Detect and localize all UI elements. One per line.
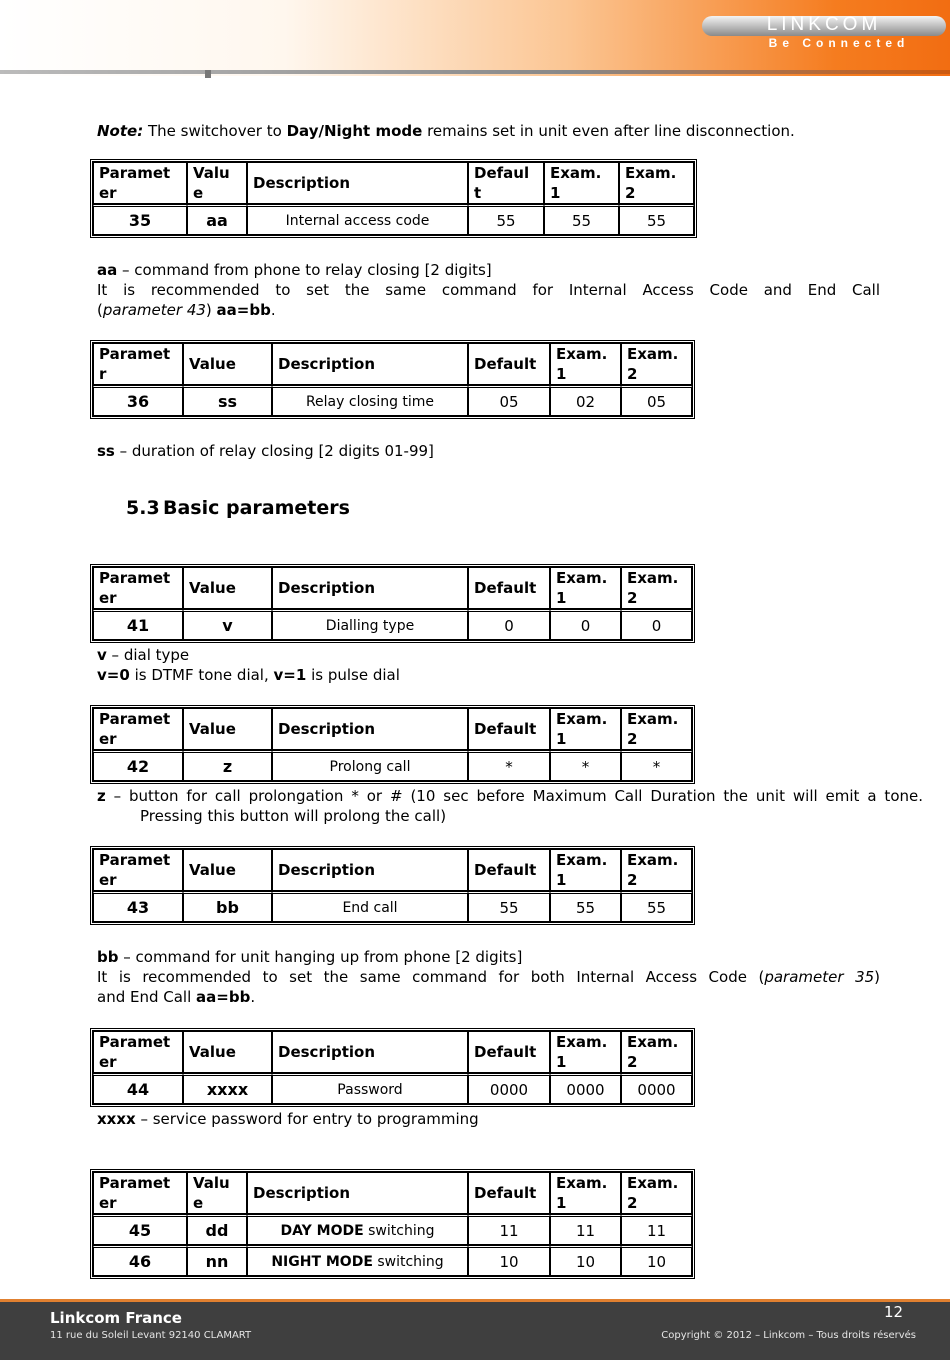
col-header-exam2: Exam. 2 xyxy=(621,849,692,891)
table-row xyxy=(93,1073,692,1104)
cell-value: ss xyxy=(183,385,272,416)
table-row xyxy=(93,204,694,235)
col-header-default: Default xyxy=(468,708,550,750)
section-title: Basic parameters xyxy=(163,497,350,519)
param-table-36 xyxy=(90,340,695,419)
cell-exam2: 10 xyxy=(621,1245,692,1276)
cell-default: 11 xyxy=(468,1214,550,1245)
table-row xyxy=(93,891,692,922)
header-divider xyxy=(0,70,950,74)
cell-description: DAY MODE switching xyxy=(247,1214,468,1245)
col-header-description: Description xyxy=(247,1172,468,1214)
cell-default: 10 xyxy=(468,1245,550,1276)
col-header-value: Value xyxy=(183,1031,272,1073)
col-header-description: Description xyxy=(272,567,468,609)
col-header-description: Description xyxy=(272,1031,468,1073)
col-header-exam1: Exam. 1 xyxy=(550,567,621,609)
desc-35-line1: aa – command from phone to relay closing [2 digits] xyxy=(97,261,492,279)
cell-exam1: 10 xyxy=(550,1245,621,1276)
section-number: 5.3 xyxy=(126,497,160,519)
desc-35-line3: (parameter 43) aa=bb. xyxy=(97,301,276,319)
desc-42-paragraph: z – button for call prolongation * or # (10 sec before Maximum Call Duration the unit will emit a tone. Pressing this button will prolong the call) xyxy=(97,787,923,825)
table-header-row xyxy=(93,708,692,750)
col-header-parameter: Paramet er xyxy=(93,567,183,609)
col-header-default: Default xyxy=(468,1031,550,1073)
cell-default: 55 xyxy=(468,891,550,922)
cell-param: 43 xyxy=(93,891,183,922)
cell-exam1: 02 xyxy=(550,385,621,416)
desc-43-line2: It is recommended to set the same command for both Internal Access Code (parameter 35) xyxy=(97,968,881,986)
cell-param: 35 xyxy=(93,204,187,235)
col-header-exam1: Exam. 1 xyxy=(550,849,621,891)
col-header-exam1: Exam. 1 xyxy=(550,708,621,750)
cell-description: NIGHT MODE switching xyxy=(247,1245,468,1276)
table-header-row xyxy=(93,1172,692,1214)
col-header-parameter: Paramet er xyxy=(93,162,187,204)
col-header-value: Valu e xyxy=(187,162,247,204)
note-line: Note: The switchover to Day/Night mode remains set in unit even after line disconnection. xyxy=(97,122,795,140)
table-row xyxy=(93,750,692,781)
table-header-row xyxy=(93,567,692,609)
param-table-44 xyxy=(90,1028,695,1107)
col-header-parameter: Paramet r xyxy=(93,343,183,385)
desc-43-line1: bb – command for unit hanging up from phone [2 digits] xyxy=(97,948,523,966)
cell-exam2: 55 xyxy=(621,891,692,922)
col-header-description: Description xyxy=(272,849,468,891)
cell-param: 42 xyxy=(93,750,183,781)
cell-param: 36 xyxy=(93,385,183,416)
cell-param: 41 xyxy=(93,609,183,640)
col-header-exam1: Exam. 1 xyxy=(550,1031,621,1073)
cell-exam2: 11 xyxy=(621,1214,692,1245)
col-header-default: Default xyxy=(468,343,550,385)
cell-exam1: 55 xyxy=(550,891,621,922)
col-header-parameter: Paramet er xyxy=(93,1172,187,1214)
desc-44-line: xxxx – service password for entry to programming xyxy=(97,1110,479,1128)
desc-41-line1: v – dial type xyxy=(97,646,190,664)
desc-41-line2: v=0 is DTMF tone dial, v=1 is pulse dial xyxy=(97,666,400,684)
cell-exam2: * xyxy=(621,750,692,781)
col-header-default: Default xyxy=(468,1172,550,1214)
param-table-35 xyxy=(90,159,697,238)
cell-value: bb xyxy=(183,891,272,922)
cell-exam2: 0000 xyxy=(621,1073,692,1104)
logo-tagline: Be Connected xyxy=(768,36,910,50)
cell-value: dd xyxy=(187,1214,247,1245)
col-header-exam2: Exam. 2 xyxy=(619,162,694,204)
cell-value: aa xyxy=(187,204,247,235)
col-header-exam2: Exam. 2 xyxy=(621,1172,692,1214)
cell-description: Prolong call xyxy=(272,750,468,781)
col-header-exam1: Exam. 1 xyxy=(544,162,619,204)
page-number: 12 xyxy=(884,1303,904,1321)
cell-exam2: 0 xyxy=(621,609,692,640)
table-row xyxy=(93,1214,692,1245)
table-row xyxy=(93,1245,692,1276)
cell-description: Dialling type xyxy=(272,609,468,640)
param-table-41 xyxy=(90,564,695,643)
col-header-exam2: Exam. 2 xyxy=(621,343,692,385)
col-header-default: Default xyxy=(468,567,550,609)
cell-exam1: 11 xyxy=(550,1214,621,1245)
table-header-row xyxy=(93,1031,692,1073)
cell-value: xxxx xyxy=(183,1073,272,1104)
col-header-default: Default xyxy=(468,849,550,891)
footer-company: Linkcom France xyxy=(50,1309,182,1327)
col-header-description: Description xyxy=(247,162,468,204)
col-header-value: Value xyxy=(183,849,272,891)
cell-exam1: 55 xyxy=(544,204,619,235)
param-table-43 xyxy=(90,846,695,925)
cell-value: z xyxy=(183,750,272,781)
table-header-row xyxy=(93,343,692,385)
desc-43-line3: and End Call aa=bb. xyxy=(97,988,256,1006)
cell-param: 44 xyxy=(93,1073,183,1104)
table-row xyxy=(93,609,692,640)
col-header-exam1: Exam. 1 xyxy=(550,1172,621,1214)
cell-description: Internal access code xyxy=(247,204,468,235)
desc-36-line: ss – duration of relay closing [2 digits 01-99] xyxy=(97,442,434,460)
col-header-parameter: Paramet er xyxy=(93,849,183,891)
col-header-description: Description xyxy=(272,343,468,385)
cell-default: * xyxy=(468,750,550,781)
footer-address: 11 rue du Soleil Levant 92140 CLAMART xyxy=(50,1330,252,1341)
cell-exam1: * xyxy=(550,750,621,781)
cell-description: Password xyxy=(272,1073,468,1104)
table-header-row xyxy=(93,162,694,204)
section-heading xyxy=(126,496,350,520)
cell-exam1: 0 xyxy=(550,609,621,640)
col-header-value: Value xyxy=(183,708,272,750)
col-header-parameter: Paramet er xyxy=(93,708,183,750)
param-table-42 xyxy=(90,705,695,784)
cell-default: 55 xyxy=(468,204,544,235)
col-header-parameter: Paramet er xyxy=(93,1031,183,1073)
desc-35-line2: It is recommended to set the same command for Internal Access Code and End Call xyxy=(97,281,880,299)
col-header-exam2: Exam. 2 xyxy=(621,567,692,609)
cell-param: 46 xyxy=(93,1245,187,1276)
col-header-default: Defaul t xyxy=(468,162,544,204)
col-header-description: Description xyxy=(272,708,468,750)
table-header-row xyxy=(93,849,692,891)
note-label: Note: xyxy=(97,122,144,140)
col-header-value: Valu e xyxy=(187,1172,247,1214)
header-tick-mark xyxy=(205,70,211,78)
param-table-45-46 xyxy=(90,1169,695,1279)
logo-word: LINKCOM xyxy=(766,14,882,35)
cell-description: Relay closing time xyxy=(272,385,468,416)
cell-value: v xyxy=(183,609,272,640)
cell-param: 45 xyxy=(93,1214,187,1245)
cell-description: End call xyxy=(272,891,468,922)
col-header-exam2: Exam. 2 xyxy=(621,1031,692,1073)
cell-default: 05 xyxy=(468,385,550,416)
col-header-exam1: Exam. 1 xyxy=(550,343,621,385)
cell-exam2: 55 xyxy=(619,204,694,235)
footer-copyright: Copyright © 2012 – Linkcom – Tous droits réservés xyxy=(661,1330,916,1341)
table-row xyxy=(93,385,692,416)
linkcom-logo xyxy=(702,16,946,56)
col-header-value: Value xyxy=(183,343,272,385)
cell-default: 0000 xyxy=(468,1073,550,1104)
cell-default: 0 xyxy=(468,609,550,640)
col-header-value: Value xyxy=(183,567,272,609)
cell-value: nn xyxy=(187,1245,247,1276)
cell-exam1: 0000 xyxy=(550,1073,621,1104)
cell-exam2: 05 xyxy=(621,385,692,416)
col-header-exam2: Exam. 2 xyxy=(621,708,692,750)
